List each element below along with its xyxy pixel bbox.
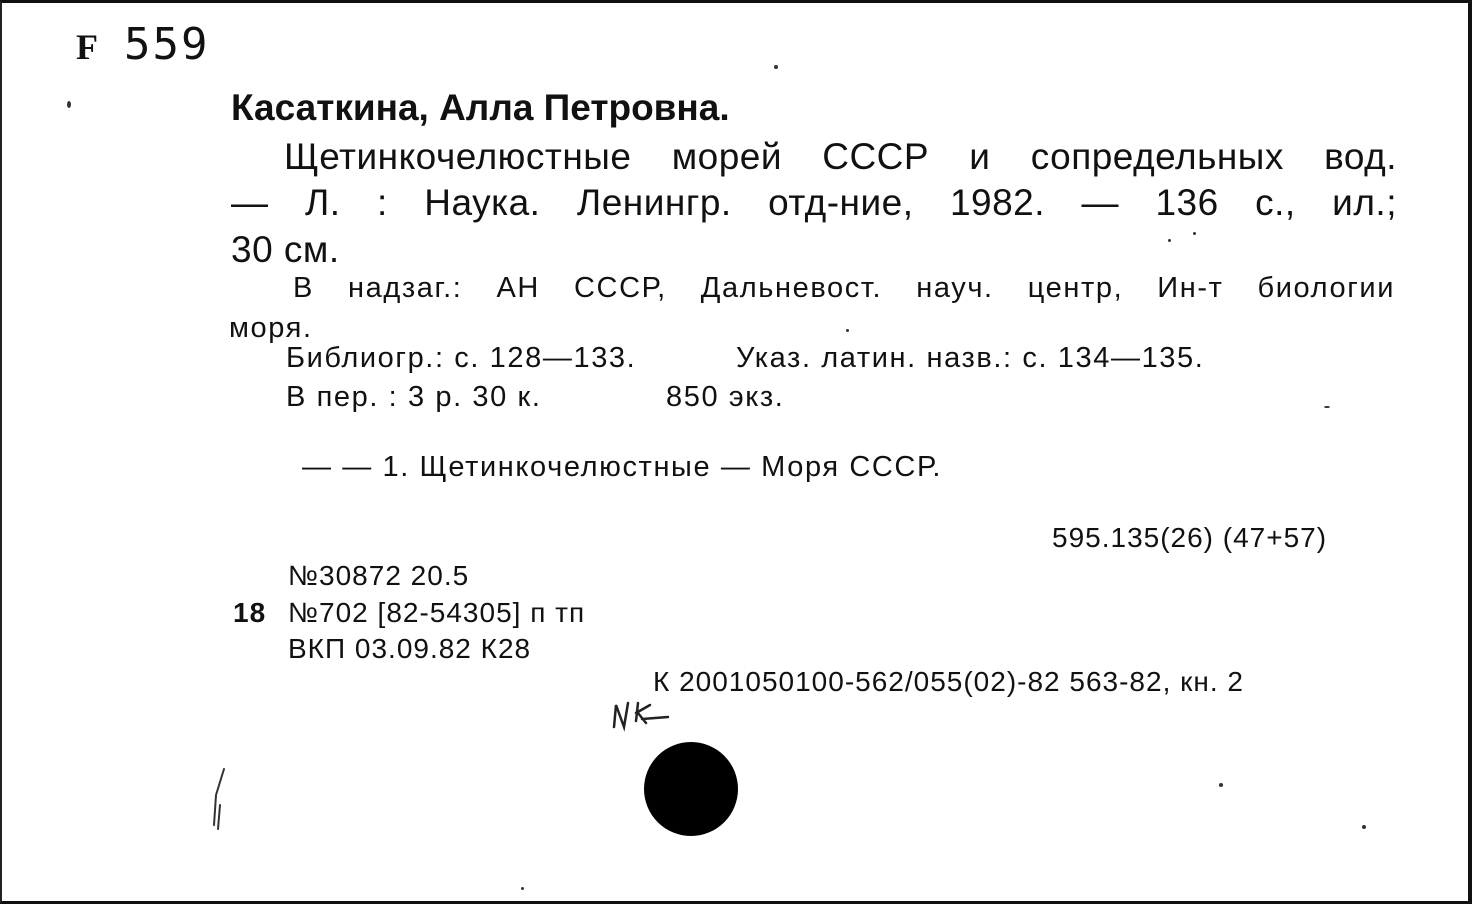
speck (1193, 232, 1196, 235)
title-line-1: Щетинкочелюстные морей СССР и сопредельных вод. (284, 136, 1397, 177)
handwritten-mark (606, 699, 676, 735)
speck (1362, 825, 1366, 829)
handwritten-stroke (206, 765, 236, 835)
speck (521, 887, 524, 890)
speck (67, 101, 71, 108)
classification-number: 595.135(26) (47+57) (1052, 522, 1328, 553)
speck (774, 65, 778, 69)
title-line-3: 30 см. (231, 229, 340, 270)
note-line-2: моря. (229, 312, 313, 344)
reference-line-2: №702 [82-54305] п тп (288, 597, 586, 628)
title-line-2: — Л. : Наука. Ленингр. отд-ние, 1982. — 136 с., ил.; (231, 182, 1397, 223)
author-heading: Касаткина, Алла Петровна. (231, 87, 730, 128)
call-number (76, 19, 210, 70)
reference-line-3: ВКП 03.09.82 К28 (288, 633, 532, 664)
speck (1219, 783, 1223, 787)
reference-prefix: 18 (233, 597, 267, 628)
price-note: В пер. : 3 р. 30 к. (286, 381, 542, 413)
punch-hole (644, 742, 738, 836)
bibliography-note: Библиогр.: с. 128—133. (286, 342, 637, 374)
call-number-letter: F (76, 27, 100, 67)
speck (1168, 239, 1171, 242)
index-note: Указ. латин. назв.: с. 134—135. (736, 342, 1205, 374)
note-line-1: В надзаг.: АН СССР, Дальневост. науч. центр, Ин-т биологии (293, 272, 1395, 304)
publisher-code-line: К 2001050100-562/055(02)-82 563-82, кн. 2 (653, 666, 1244, 697)
reference-line-1: №30872 20.5 (288, 560, 470, 591)
copies-note: 850 экз. (666, 381, 785, 413)
speck (846, 329, 849, 332)
subject-heading: — — 1. Щетинкочелюстные — Моря СССР. (302, 451, 943, 483)
call-number-digits: 559 (124, 19, 210, 70)
speck (1324, 406, 1330, 408)
